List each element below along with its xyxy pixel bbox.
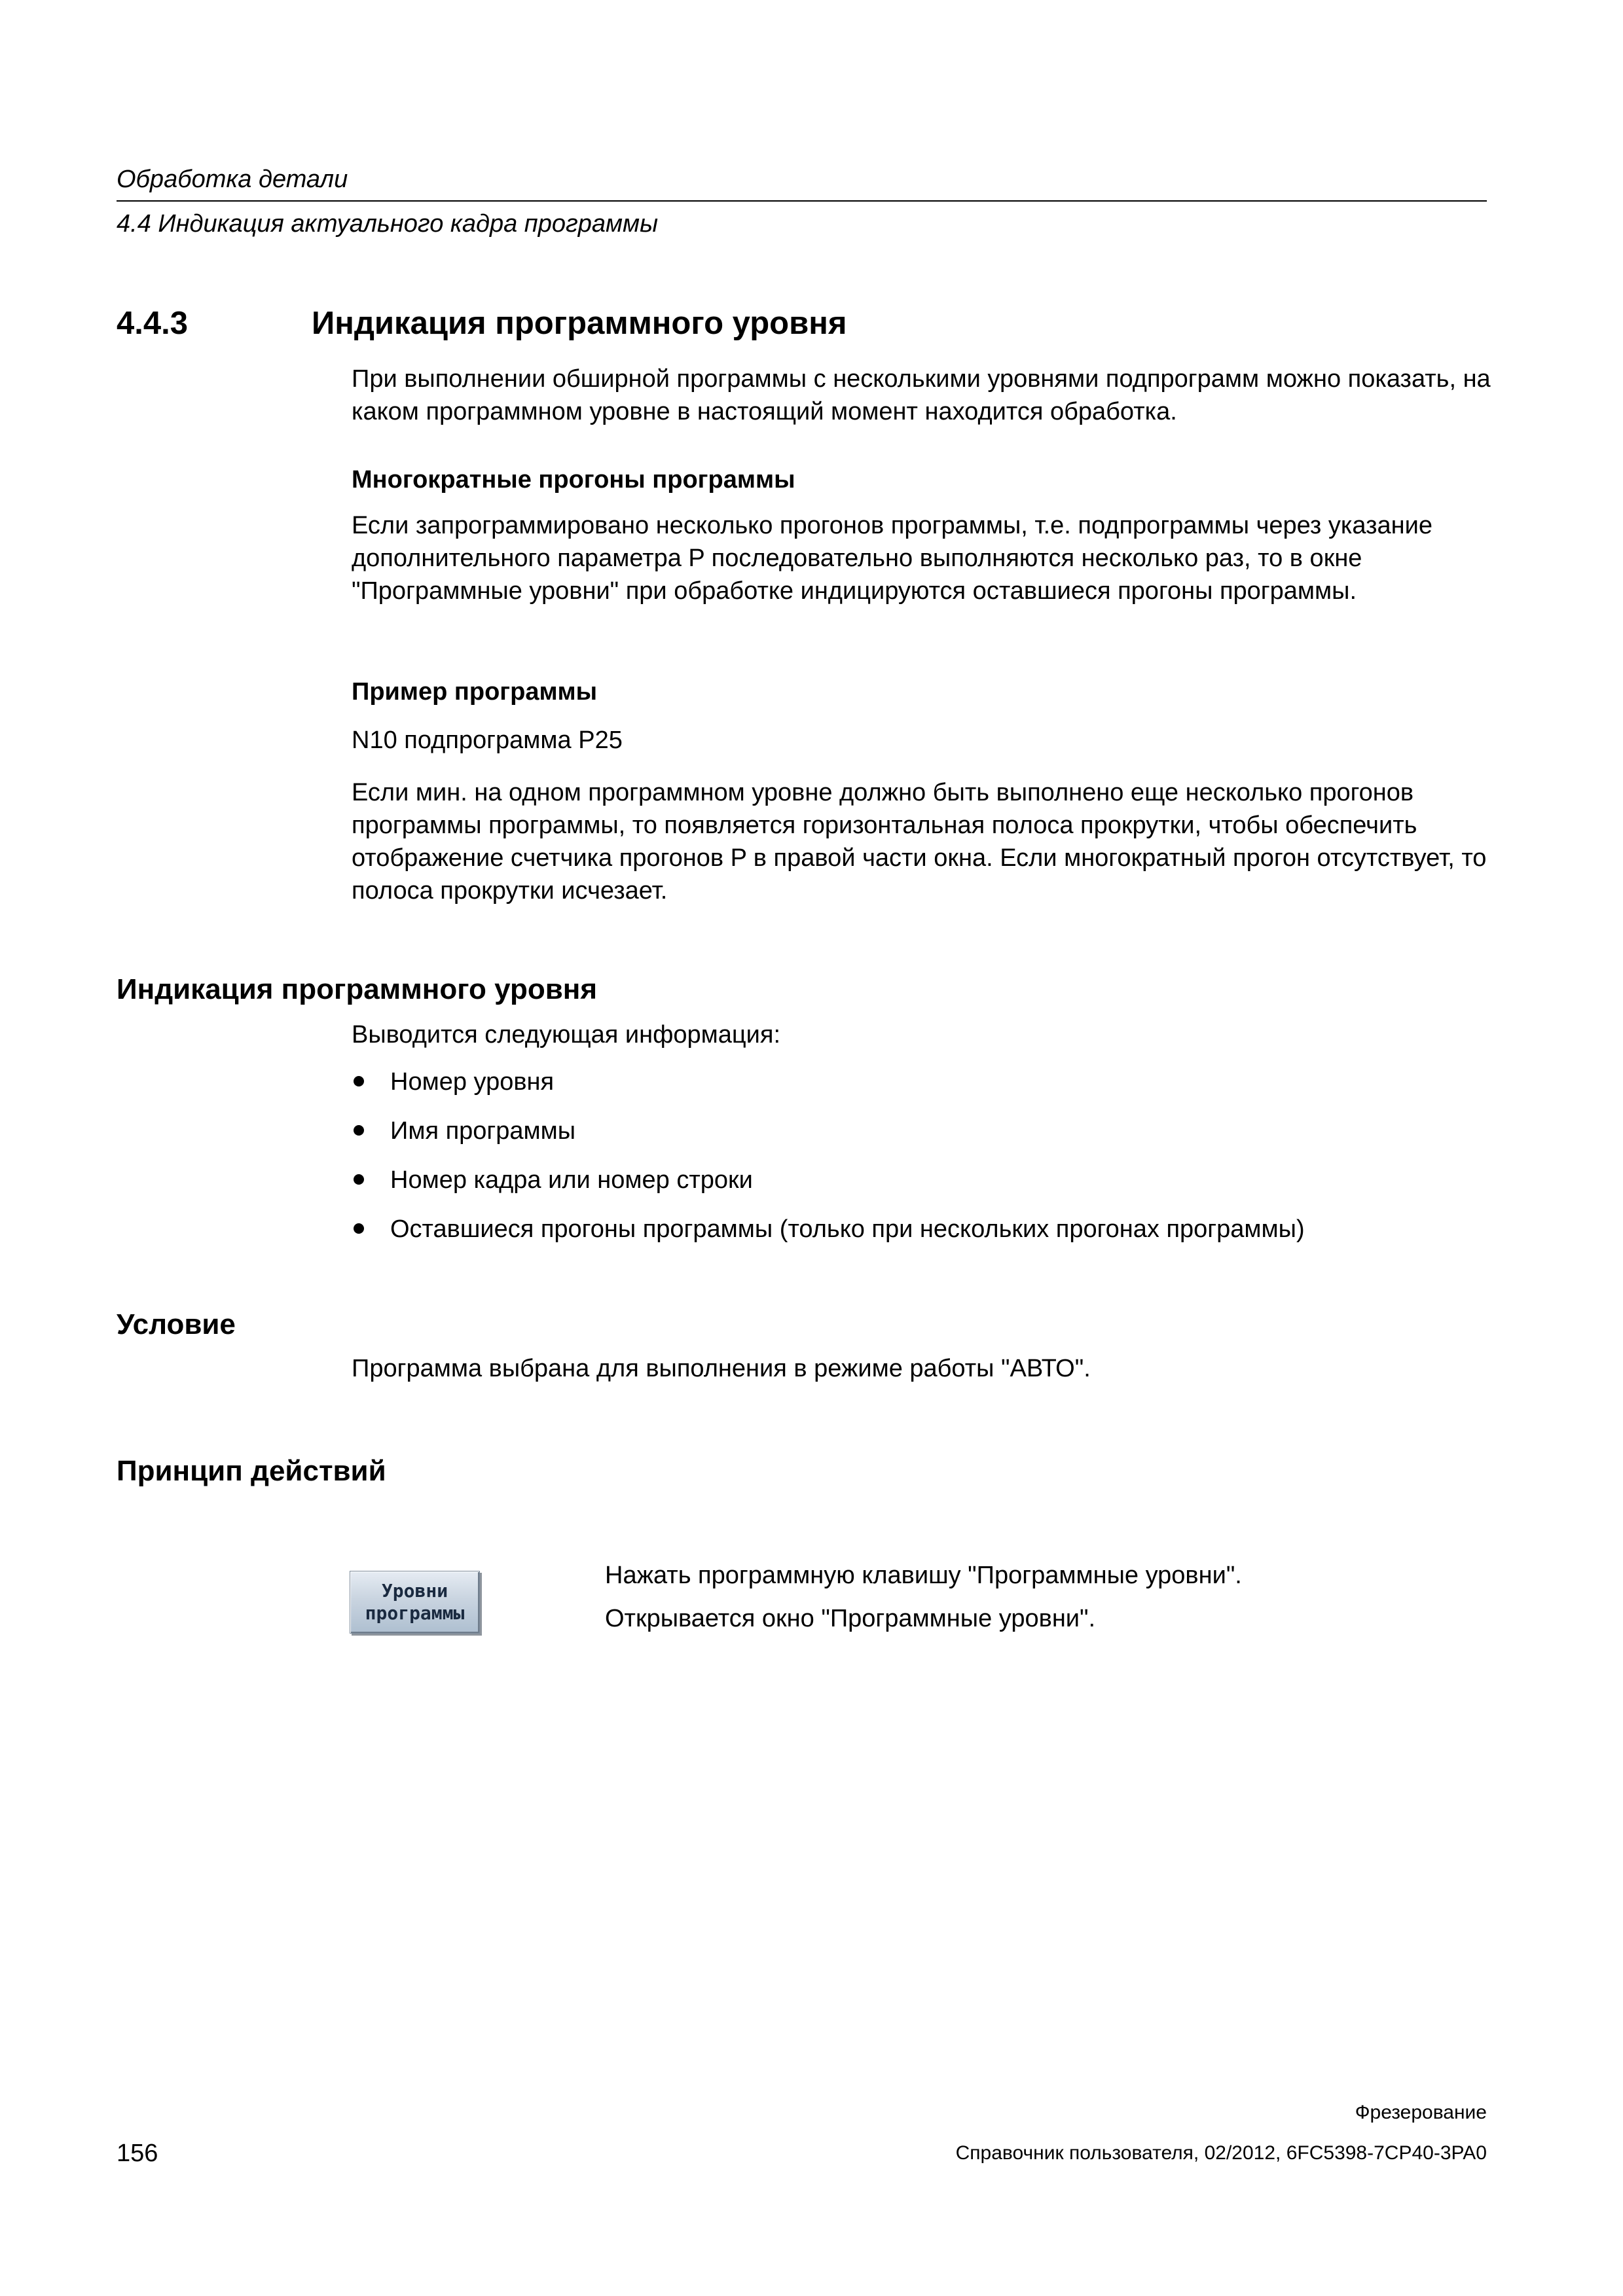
principle-heading: Принцип действий bbox=[117, 1455, 386, 1487]
condition-heading: Условие bbox=[117, 1308, 236, 1340]
list-item-text: Имя программы bbox=[390, 1117, 576, 1145]
bullet-icon bbox=[354, 1174, 364, 1185]
list-item-text: Номер кадра или номер строки bbox=[390, 1166, 753, 1194]
list-item bbox=[352, 1164, 1504, 1213]
footer-product: Фрезерование bbox=[1355, 2102, 1487, 2123]
header-rule bbox=[117, 200, 1487, 202]
principle-step-2: Открывается окно "Программные уровни". bbox=[605, 1605, 1096, 1632]
multi-runs-paragraph: Если запрограммировано несколько прогонов программы, т.е. подпрограммы через указание дополнительного параметра P последовательно выполняются несколько раз, то в окне "Программные уровни" при обработке индицируются оставшиеся прогоны программы. bbox=[352, 512, 1432, 605]
page-number: 156 bbox=[117, 2140, 158, 2167]
bullet-icon bbox=[354, 1125, 364, 1136]
bullet-icon bbox=[354, 1076, 364, 1086]
program-levels-softkey[interactable] bbox=[350, 1571, 480, 1634]
softkey-label-line2: программы bbox=[365, 1602, 465, 1624]
example-heading: Пример программы bbox=[352, 678, 598, 706]
list-item-text: Оставшиеся прогоны программы (только при нескольких прогонах программы) bbox=[390, 1215, 1305, 1243]
level-display-lead: Выводится следующая информация: bbox=[352, 1021, 781, 1049]
multi-runs-heading: Многократные прогоны программы bbox=[352, 466, 795, 493]
section-title: Индикация программного уровня bbox=[312, 306, 847, 341]
list-item-text: Номер уровня bbox=[390, 1068, 555, 1096]
condition-text: Программа выбрана для выполнения в режиме работы "АВТО". bbox=[352, 1355, 1091, 1382]
section-number: 4.4.3 bbox=[117, 306, 188, 341]
intro-paragraph: При выполнении обширной программы с несколькими уровнями подпрограмм можно показать, на каком программном уровне в настоящий момент находится обработка. bbox=[352, 365, 1491, 425]
list-item bbox=[352, 1213, 1504, 1262]
list-item bbox=[352, 1115, 1504, 1164]
level-display-heading: Индикация программного уровня bbox=[117, 973, 598, 1005]
footer-manual-info: Справочник пользователя, 02/2012, 6FC5398-7CP40-3PA0 bbox=[955, 2142, 1487, 2164]
running-header-section: 4.4 Индикация актуального кадра программы bbox=[117, 210, 659, 238]
bullet-icon bbox=[354, 1223, 364, 1234]
example-code: N10 подпрограмма P25 bbox=[352, 726, 623, 754]
list-item bbox=[352, 1066, 1504, 1115]
principle-step-1: Нажать программную клавишу "Программные уровни". bbox=[605, 1562, 1242, 1589]
softkey-label-line1: Уровни bbox=[381, 1580, 448, 1602]
running-header-chapter: Обработка детали bbox=[117, 166, 348, 193]
example-paragraph: Если мин. на одном программном уровне должно быть выполнено еще несколько прогонов программы программы, то появляется горизонтальная полоса прокрутки, чтобы обеспечить отображение счетчика прогонов P в правой части окна. Если многократный прогон отсутствует, то полоса прокрутки исчезает. bbox=[352, 779, 1487, 905]
level-display-list bbox=[352, 1066, 1504, 1262]
